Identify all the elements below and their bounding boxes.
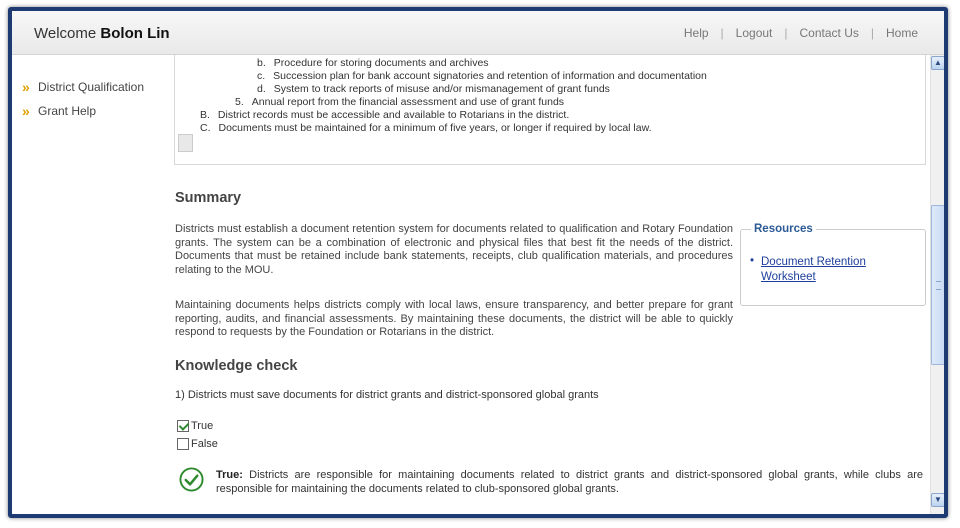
feedback-label: True: bbox=[216, 469, 243, 481]
feedback-text bbox=[216, 469, 923, 496]
knowledge-check-heading: Knowledge check bbox=[175, 358, 298, 374]
nav-separator: | bbox=[720, 26, 724, 40]
sidebar bbox=[12, 55, 167, 518]
help-link[interactable]: Help bbox=[683, 26, 709, 40]
double-chevron-right-icon: » bbox=[22, 79, 30, 95]
bullet-icon: • bbox=[750, 255, 755, 267]
logout-link[interactable]: Logout bbox=[735, 26, 773, 40]
summary-paragraph-2: Maintaining documents helps districts comply with local laws, ensure transparency, and better prepare for grant reporting, audits, and financial assessments. By maintaining these documents, the district will be able to quickly respond to requests by the Foundation or Rotarians in the district. bbox=[175, 299, 733, 338]
vertical-scrollbar[interactable] bbox=[930, 55, 944, 518]
contact-us-link[interactable]: Contact Us bbox=[799, 26, 859, 40]
sidebar-item-district-qualification[interactable] bbox=[22, 79, 144, 95]
main-content bbox=[167, 55, 930, 518]
sidebar-item-grant-help[interactable] bbox=[22, 103, 96, 119]
resources-title: Resources bbox=[751, 223, 816, 235]
welcome-message bbox=[34, 25, 170, 42]
sidebar-item-label: Grant Help bbox=[38, 104, 97, 118]
app-window bbox=[8, 7, 948, 518]
home-link[interactable]: Home bbox=[885, 26, 918, 40]
scroll-up-icon[interactable]: ▲ bbox=[931, 56, 945, 70]
scroll-down-icon[interactable]: ▼ bbox=[931, 493, 945, 507]
user-name: Bolon Lin bbox=[100, 25, 170, 42]
outline-line: B. District records must be accessible and available to Rotarians in the district. bbox=[200, 109, 570, 121]
check-circle-icon bbox=[179, 467, 204, 492]
checkbox-unchecked-icon[interactable] bbox=[177, 438, 189, 450]
feedback-body: Districts are responsible for maintaining documents related to district grants and district-sponsored global grants, while clubs are responsible for maintaining the documents related to club-sponsored global grants. bbox=[216, 469, 923, 495]
document-retention-worksheet-link[interactable]: Document Retention Worksheet bbox=[761, 256, 866, 283]
option-label: True bbox=[191, 420, 214, 432]
option-true[interactable] bbox=[177, 420, 213, 432]
header-bar bbox=[12, 11, 944, 55]
resources-panel bbox=[740, 223, 926, 306]
outline-line: 5. Annual report from the financial assessment and use of grant funds bbox=[235, 96, 565, 108]
question-text: 1) Districts must save documents for district grants and district-sponsored global grants bbox=[175, 389, 599, 401]
nav-separator: | bbox=[784, 26, 788, 40]
document-outline-box[interactable] bbox=[174, 55, 926, 165]
option-label: False bbox=[191, 438, 218, 450]
nav-separator: | bbox=[870, 26, 874, 40]
double-chevron-right-icon: » bbox=[22, 103, 30, 119]
checkbox-checked-icon[interactable] bbox=[177, 420, 189, 432]
scrollbar-thumb[interactable] bbox=[931, 205, 945, 365]
outline-line: b. Procedure for storing documents and archives bbox=[257, 57, 489, 69]
option-false[interactable] bbox=[177, 438, 218, 450]
collapsed-tab[interactable] bbox=[178, 134, 193, 152]
outline-line: c. Succession plan for bank account signatories and retention of information and documentation bbox=[257, 70, 707, 82]
outline-line: C. Documents must be maintained for a minimum of five years, or longer if required by local law. bbox=[200, 122, 652, 134]
welcome-prefix: Welcome bbox=[34, 25, 97, 42]
top-nav bbox=[684, 26, 918, 40]
sidebar-item-label: District Qualification bbox=[38, 80, 145, 94]
summary-heading: Summary bbox=[175, 190, 242, 206]
outline-line: d. System to track reports of misuse and/or mismanagement of grant funds bbox=[257, 83, 610, 95]
summary-paragraph-1: Districts must establish a document retention system for documents related to qualification and Rotary Foundation grants. The system can be a combination of electronic and physical files that best fit the needs of the district. Documents that must be retained include bank statements, receipts, club qualification materials, and procedures relating to the MOU. bbox=[175, 223, 733, 276]
